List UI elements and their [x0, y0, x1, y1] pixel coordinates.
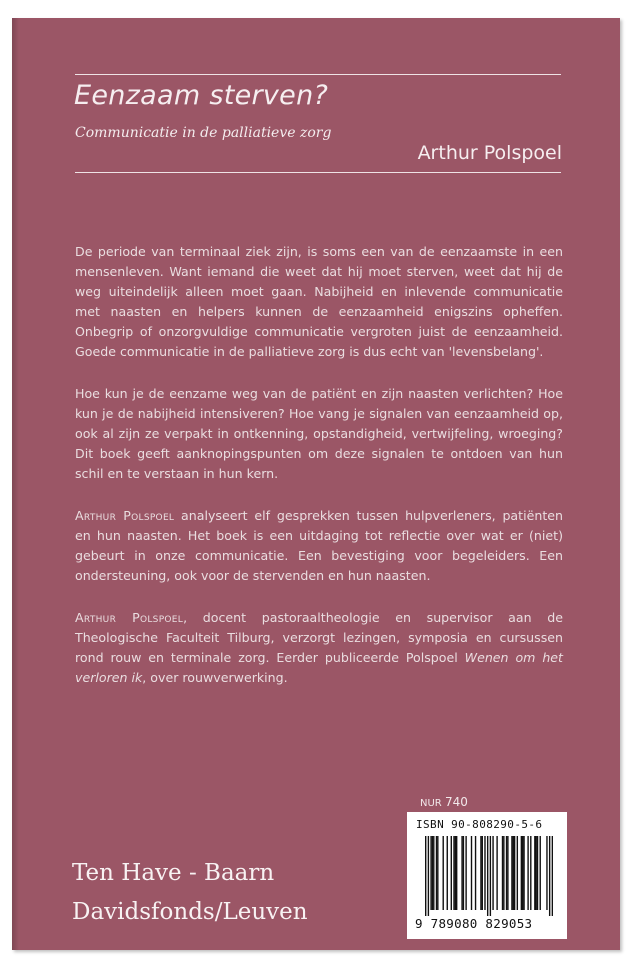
barcode-bar	[455, 836, 456, 910]
barcode-bar	[506, 836, 507, 910]
barcode-bar	[514, 836, 515, 910]
barcode-bar	[456, 836, 457, 910]
barcode-bar	[535, 836, 536, 910]
barcode-bar	[511, 836, 512, 910]
barcode-bar	[527, 836, 528, 910]
nur-value: 740	[444, 795, 468, 809]
barcode-bar	[453, 836, 454, 910]
barcode-bar	[463, 836, 464, 910]
barcode-bar	[517, 836, 518, 910]
book-subtitle: Communicatie in de palliatieve zorg	[75, 125, 332, 141]
barcode-bar	[552, 836, 553, 916]
blurb-paragraph-3-text: analyseert elf gesprekken tussen hulpverleners, patiënten en hun naasten. Het boek is een uitdaging tot reflectie over wat er (niet) gebeurt in onze communicatie. Een bevestiging voor begeleiders. Een ondersteuning, ook voor de stervenden en hun naasten.	[75, 508, 563, 583]
barcode-bar	[437, 836, 438, 910]
spine-shadow	[12, 18, 19, 950]
barcode-bar	[530, 836, 531, 910]
top-rule	[75, 74, 561, 75]
barcode-bar	[537, 836, 538, 910]
author-name-smallcaps: Arthur Polspoel	[75, 508, 175, 523]
barcode-bar	[522, 836, 523, 910]
barcode	[425, 836, 553, 916]
isbn-label: ISBN 90-808290-5-6	[416, 818, 543, 831]
nur-code	[420, 795, 468, 809]
barcode-bar	[534, 836, 535, 910]
barcode-bar	[513, 836, 514, 910]
barcode-bar	[487, 836, 488, 916]
publisher-line-1: Ten Have - Baarn	[72, 860, 275, 886]
book-author: Arthur Polspoel	[417, 142, 562, 164]
author-name-smallcaps: Arthur Polspoel	[75, 610, 184, 625]
barcode-bar	[503, 836, 504, 910]
barcode-bar	[430, 836, 431, 910]
barcode-bar	[480, 836, 481, 910]
barcode-bar	[432, 836, 433, 910]
barcode-bar	[492, 836, 493, 910]
blurb-paragraph-4	[75, 608, 563, 688]
blurb-paragraph-2: Hoe kun je de eenzame weg van de patiënt en zijn naasten verlichten? Hoe kun je de nabijheid intensiveren? Hoe vang je signalen van eenzaamheid op, ook al zijn ze verpakt in ontkenning, opstandigheid, vertwijfeling, wroeging? Dit boek geeft aanknopingspunten om deze signalen te ontdoen van hun schil en te verstaan in hun kern.	[75, 386, 563, 481]
blurb-paragraph-1: De periode van terminaal ziek zijn, is soms een van de eenzaamste in een mensenleven. Want iemand die weet dat hij moet sterven, weet dat hij de weg uiteindelijk alleen moet gaan. Nabijheid en inlevende communicatie met naasten en helpers kunnen de eenzaamheid enigszins opheffen. Onbegrip of onzorgvuldige communicatie vergroten juist de eenzaamheid. Goede communicatie in de palliatieve zorg is dus echt van 'levensbelang'.	[75, 244, 563, 359]
barcode-bar	[549, 836, 550, 916]
barcode-bar	[475, 836, 476, 910]
barcode-bar	[433, 836, 434, 910]
barcode-bar	[443, 836, 444, 910]
barcode-bar	[428, 836, 429, 916]
blurb	[75, 242, 563, 710]
barcode-box	[407, 812, 567, 939]
barcode-bar	[451, 836, 452, 910]
barcode-bar	[523, 836, 524, 910]
blurb-paragraph-3	[75, 506, 563, 586]
barcode-bar	[482, 836, 483, 910]
book-title: Eenzaam sterven?	[74, 80, 329, 111]
barcode-bar	[461, 836, 462, 910]
barcode-bar	[447, 836, 448, 910]
nur-label: NUR	[420, 798, 442, 809]
barcode-bar	[496, 836, 497, 910]
publisher-line-2: Davidsfonds/Leuven	[72, 899, 308, 925]
barcode-bar	[465, 836, 466, 910]
barcode-bar	[484, 836, 485, 910]
book-back-cover	[12, 18, 620, 950]
barcode-bar	[436, 836, 437, 910]
earlier-book-title: Wenen om het verloren ik	[75, 650, 563, 685]
barcode-bar	[425, 836, 426, 916]
bottom-rule	[75, 172, 561, 173]
barcode-bar	[546, 836, 547, 910]
blurb-paragraph-4-text-b: , over rouwverwerking.	[142, 670, 288, 685]
blurb-paragraph-4-text-a: , docent pastoraaltheologie en supervisor aan de Theologische Faculteit Tilburg, verzorgt lezingen, symposia en cursussen rond rouw en terminale zorg. Eerder publiceerde Polspoel	[75, 610, 563, 665]
barcode-bar	[490, 836, 491, 916]
barcode-bar	[521, 836, 522, 910]
ean-digits: 9 789080 829053	[415, 916, 533, 931]
barcode-bar	[540, 836, 541, 910]
barcode-bar	[502, 836, 503, 910]
barcode-bar	[507, 836, 508, 910]
barcode-bar	[471, 836, 472, 910]
